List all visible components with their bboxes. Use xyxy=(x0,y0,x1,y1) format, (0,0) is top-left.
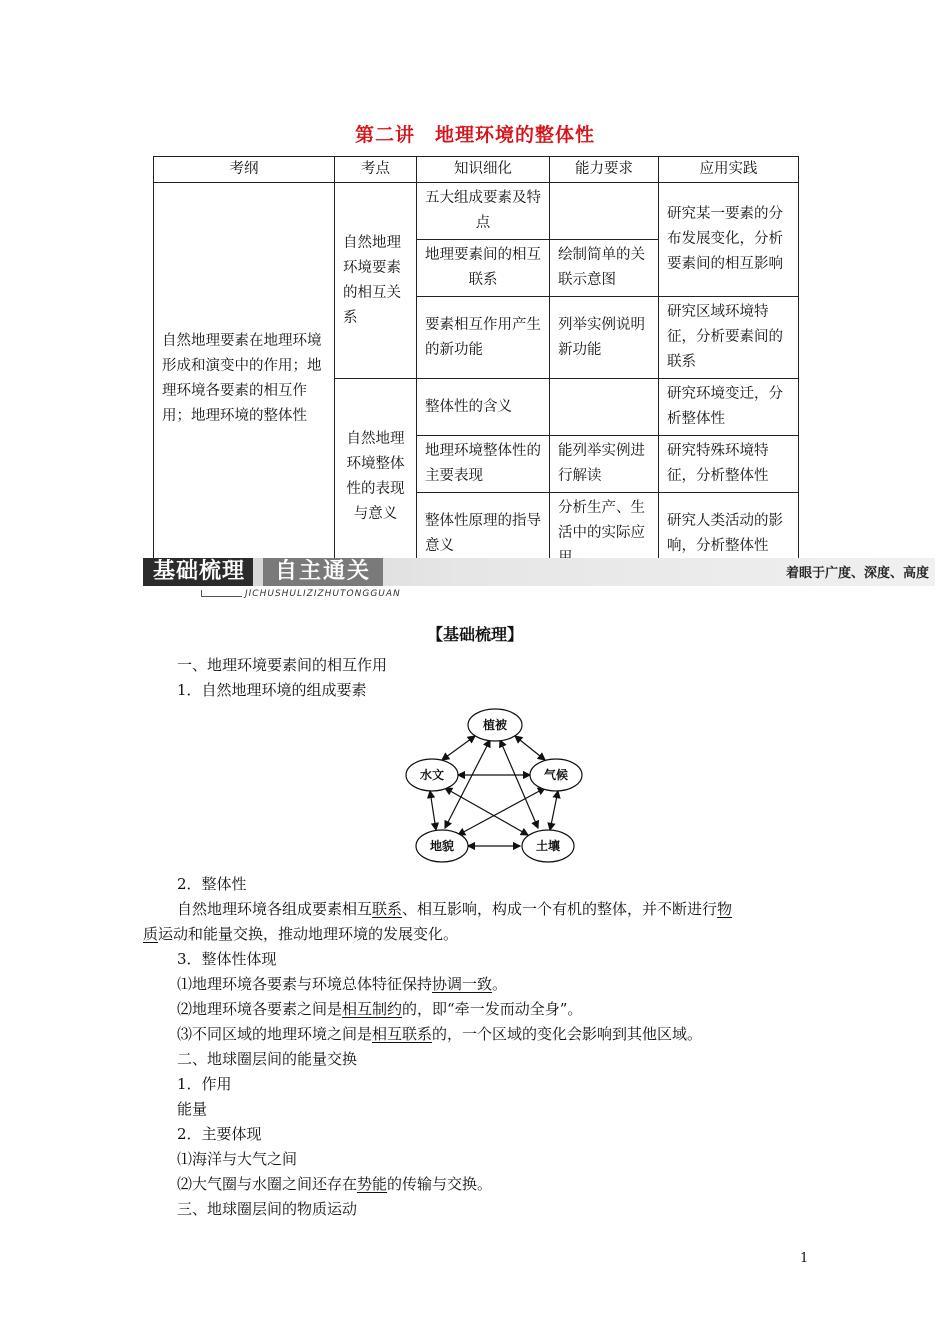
ability-cell: 列举实例说明新功能 xyxy=(550,297,659,379)
ability-cell: 绘制简单的关联示意图 xyxy=(550,240,659,297)
subheading-manifestation: 3．整体性体现 xyxy=(177,950,277,968)
link-veg-climate xyxy=(515,736,545,760)
energy-text: 能量 xyxy=(177,1100,208,1118)
answer-blank: 物 xyxy=(717,900,733,918)
knowledge-cell: 五大组成要素及特点 xyxy=(417,183,550,240)
label-landform: 地貌 xyxy=(429,839,455,853)
heading-one: 一、地理环境要素间的相互作用 xyxy=(177,656,388,674)
subheading-main: 2．主要体现 xyxy=(177,1125,262,1143)
topic-cell: 自然地理环境整体性的表现与意义 xyxy=(335,379,417,575)
heading-three: 三、地球圈层间的物质运动 xyxy=(177,1200,358,1218)
syllabus-cell: 自然地理要素在地理环境形成和演变中的作用；地理环境各要素的相互作用；地理环境的整体性 xyxy=(154,183,335,575)
ability-cell: 能列举实例进行解读 xyxy=(550,436,659,493)
section-banner xyxy=(143,558,935,599)
list-item: ⑵大气圈与水圈之间还存在势能的传输与交换。 xyxy=(177,1175,493,1193)
practice-cell: 研究区域环境特征，分析要素间的联系 xyxy=(659,297,799,379)
elements-diagram xyxy=(400,700,590,870)
list-item: ⑴海洋与大气之间 xyxy=(177,1150,298,1168)
list-item: ⑵地理环境各要素之间是相互制约的，即“牵一发而动全身”。 xyxy=(177,1000,583,1018)
answer-blank: 相互制约 xyxy=(342,1000,403,1018)
knowledge-cell: 整体性原理的指导意义 xyxy=(417,493,550,575)
answer-blank: 协调一致 xyxy=(432,975,493,993)
practice-cell: 研究人类活动的影响，分析整体性 xyxy=(659,493,799,575)
banner-pinyin: JICHUSHULIZIZHUTONGGUAN xyxy=(245,589,401,599)
table-header-row xyxy=(154,157,799,183)
practice-cell: 研究某一要素的分布发展变化，分析要素间的相互影响 xyxy=(659,183,799,297)
banner-mid-label: 自主通关 xyxy=(263,558,383,586)
header-syllabus: 考纲 xyxy=(154,157,335,183)
answer-blank: 势能 xyxy=(357,1175,388,1193)
banner-tagline: 着眼于广度、深度、高度 xyxy=(785,566,929,581)
answer-blank: 相互联系 xyxy=(372,1025,433,1043)
heading-two: 二、地球圈层间的能量交换 xyxy=(177,1050,358,1068)
knowledge-cell: 地理环境整体性的主要表现 xyxy=(417,436,550,493)
ability-cell xyxy=(550,183,659,240)
syllabus-table xyxy=(153,156,799,575)
answer-blank: 质 xyxy=(143,925,159,943)
paragraph-line-2: 质运动和能量交换，推动地理环境的发展变化。 xyxy=(143,925,459,943)
link-climate-soil xyxy=(550,791,558,830)
page-title: 第二讲 地理环境的整体性 xyxy=(354,124,595,146)
header-practice: 应用实践 xyxy=(659,157,799,183)
topic-cell: 自然地理环境要素的相互关系 xyxy=(335,183,417,379)
header-topic: 考点 xyxy=(335,157,417,183)
page-number: 1 xyxy=(800,1251,809,1266)
banner-bracket-icon xyxy=(201,590,242,597)
table-row xyxy=(154,183,799,240)
label-vegetation: 植被 xyxy=(482,718,508,732)
ability-cell xyxy=(550,379,659,436)
knowledge-cell: 整体性的含义 xyxy=(417,379,550,436)
link-veg-soil xyxy=(500,740,538,828)
label-hydrology: 水文 xyxy=(419,768,445,782)
list-item: ⑴地理环境各要素与环境总体特征保持协调一致。 xyxy=(177,975,508,993)
label-soil: 土壤 xyxy=(535,839,561,853)
header-ability: 能力要求 xyxy=(550,157,659,183)
link-veg-hydro xyxy=(442,736,475,760)
header-knowledge: 知识细化 xyxy=(417,157,550,183)
answer-blank: 联系 xyxy=(372,900,403,918)
link-climate-landform xyxy=(458,788,545,835)
subheading-components: 1．自然地理环境的组成要素 xyxy=(177,681,367,699)
link-hydro-landform xyxy=(430,791,436,830)
banner-subtitle xyxy=(201,590,601,600)
knowledge-cell: 要素相互作用产生的新功能 xyxy=(417,297,550,379)
banner-left-label: 基础梳理 xyxy=(143,558,253,586)
link-hydro-soil xyxy=(445,788,528,835)
list-item: ⑶不同区域的地理环境之间是相互联系的，一个区域的变化会影响到其他区域。 xyxy=(177,1025,703,1043)
knowledge-cell: 地理要素间的相互联系 xyxy=(417,240,550,297)
section-heading: 【基础梳理】 xyxy=(426,625,523,644)
subheading-function: 1．作用 xyxy=(177,1075,232,1093)
practice-cell: 研究环境变迁，分析整体性 xyxy=(659,379,799,436)
label-climate: 气候 xyxy=(543,768,569,782)
practice-cell: 研究特殊环境特征，分析整体性 xyxy=(659,436,799,493)
subheading-integrity: 2．整体性 xyxy=(177,875,247,893)
paragraph-line-1: 自然地理环境各组成要素相互联系、相互影响，构成一个有机的整体，并不断进行物 xyxy=(177,900,733,918)
ability-cell: 分析生产、生活中的实际应 xyxy=(550,493,659,575)
